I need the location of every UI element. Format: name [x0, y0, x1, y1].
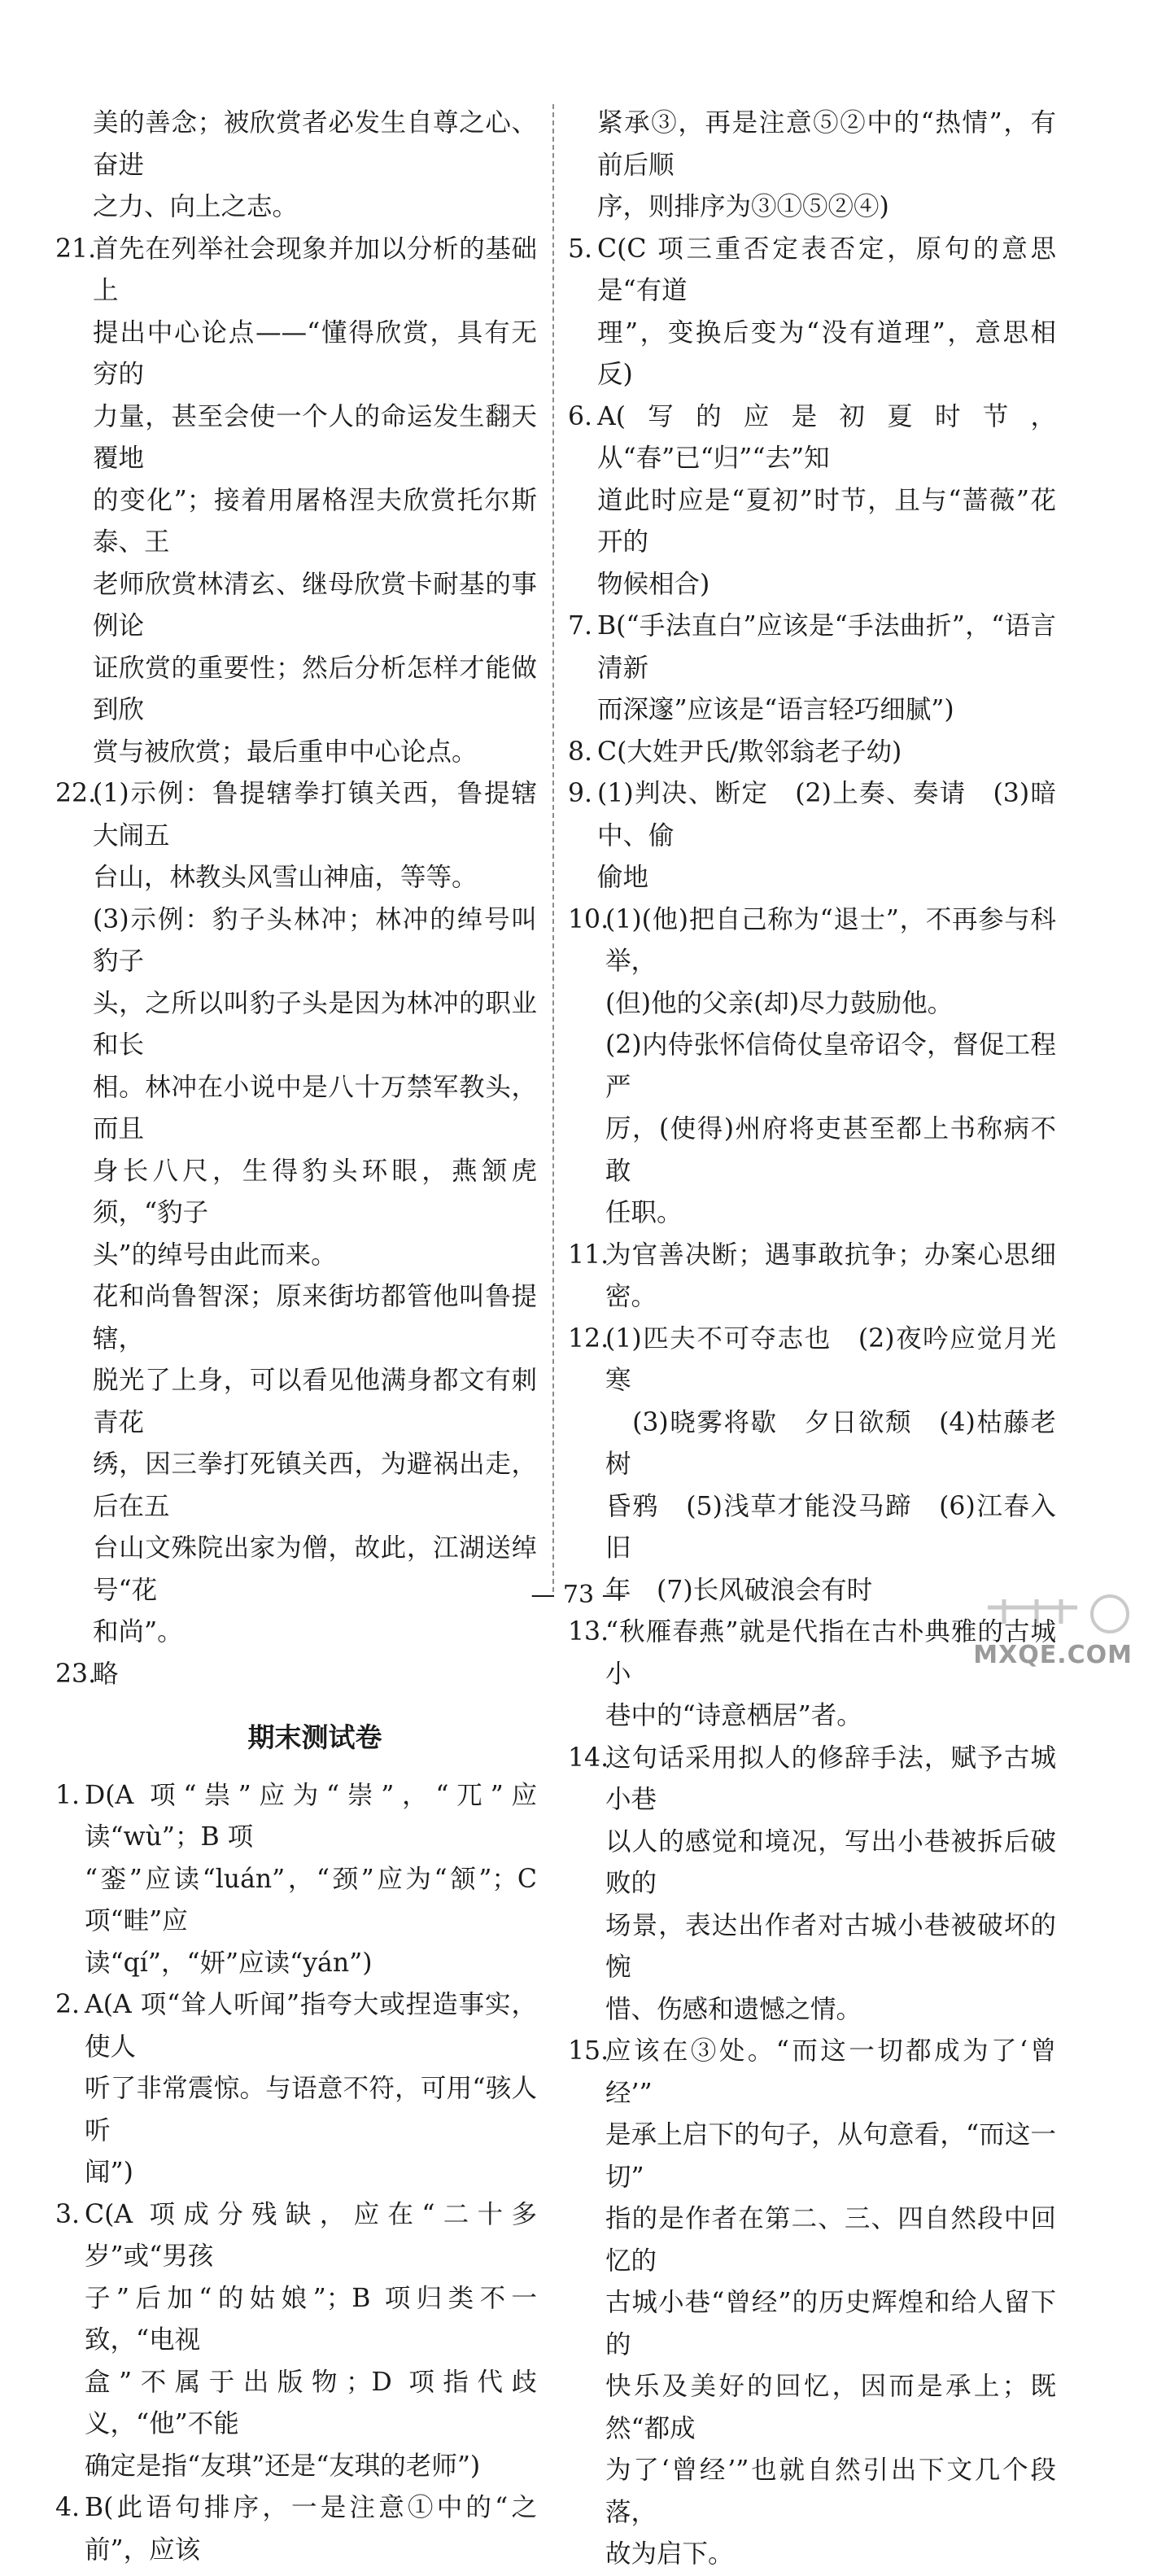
answer-8: 8. C(大姓尹氏/欺邻翁老子幼) — [568, 732, 1056, 774]
answer-number: 5. — [568, 234, 593, 264]
answer-number: 1. — [55, 1780, 81, 1810]
answer-3: 3. C(A 项成分残缺，应在“二十多岁”或“男孩 子”后加“的姑娘”；B 项归类不一致，“电视 盒”不属于出版物；D 项指代歧义，“他”不能 确定是指“友琪”还是“友琪的老师”) — [55, 2194, 537, 2488]
answer-5: 5. C(C 项三重否定表否定，原句的意思是“有道 理”，变换后变为“没有道理”，意思相反) — [568, 229, 1056, 396]
answer-number: 23. — [55, 1659, 97, 1689]
right-column — [568, 103, 1056, 2576]
answer-number: 6. — [568, 401, 593, 431]
answer-number: 10. — [568, 904, 609, 934]
answer-number: 13. — [568, 1617, 609, 1647]
answer-number: 9. — [568, 779, 593, 808]
answer-1: 1. D(A 项“祟”应为“崇”，“兀”应读“wù”；B 项 “銮”应读“luán”，“颈”应为“颔”；C 项“畦”应 读“qí”，“妍”应读“yán”) — [55, 1775, 537, 1985]
section-title: 期末测试卷 — [247, 1721, 382, 1753]
answer-14: 14. 这句话采用拟人的修辞手法，赋予古城小巷 以人的感觉和境况，写出小巷被拆后破败的 场景，表达出作者对古城小巷被破坏的惋 惜、伤感和遗憾之情。 — [568, 1738, 1056, 2031]
answer-10: 10. (1)(他)把自己称为“退士”，不再参与科举， (但)他的父亲(却)尽力鼓励他。 (2)内侍张怀信倚仗皇帝诏令，督促工程严 厉，(使得)州府将吏甚至都上书称病不敢 任职。 — [568, 899, 1056, 1235]
answer-12: 12. (1)匹夫不可夺志也 (2)夜吟应觉月光寒 (3)晓雾将歇 夕日欲颓 (4)枯藤老树 昏鸦 (5)浅草才能没马蹄 (6)江春入旧 年 (7)长风破浪会有时 — [568, 1319, 1056, 1612]
answer-number: 22. — [55, 779, 97, 808]
answer-number: 12. — [568, 1323, 609, 1354]
column-divider — [552, 104, 554, 1592]
left-column — [55, 103, 537, 2571]
answer-number: 21. — [55, 234, 97, 264]
answer-4: 4. B(此语句排序，一是注意①中的“之前”，应该 — [55, 2487, 537, 2571]
answer-number: 8. — [568, 737, 593, 767]
answer-22: 22. (1)示例：鲁提辖拳打镇关西，鲁提辖大闹五 台山，林教头风雪山神庙，等等。 (3)示例：豹子头林冲；林冲的绰号叫豹子 头，之所以叫豹子头是因为林冲的职业和长 相。林冲在小说中是八十万禁军教头，而且 身长八尺，生得豹头环眼，燕颔虎须，“豹子 头”的绰号由此而来。 花和尚鲁智深；原来街坊都管他叫鲁提辖， 脱光了上身，可以看见他满身都文有刺青花 绣，因三拳打死镇关西，为避祸出走，后在五 台山文殊院出家为僧，故此，江湖送绰号“花 和尚”。 — [55, 773, 537, 1654]
q20-continuation: 美的善念；被欣赏者必发生自尊之心、奋进 之力、向上之志。 — [93, 108, 537, 221]
answer-number: 15. — [568, 2036, 609, 2066]
answer-number: 7. — [568, 611, 593, 641]
answer-number: 11. — [568, 1240, 609, 1270]
answer-9: 9. (1)判决、断定 (2)上奏、奏请 (3)暗中、偷 偷地 — [568, 773, 1056, 899]
answer-number: 4. — [55, 2493, 81, 2522]
answer-number: 3. — [55, 2199, 81, 2229]
answer-4-continuation: 紧承③，再是注意⑤②中的“热情”，有前后顺 序，则排序为③①⑤②④) — [597, 108, 1056, 221]
answer-21: 21. 首先在列举社会现象并加以分析的基础上 提出中心论点——“懂得欣赏，具有无穷的 力量，甚至会使一个人的命运发生翻天覆地 的变化”；接着用屠格涅夫欣赏托尔斯泰、王 老师欣赏林清玄、继母欣赏卡耐基的事例论 证欣赏的重要性；然后分析怎样才能做到欣 赏与被欣赏；最后重申中心论点。 — [55, 229, 537, 774]
answer-23: 23. 略 — [55, 1654, 537, 1696]
answer-11: 11. 为官善决断；遇事敢抗争；办案心思细密。 — [568, 1235, 1056, 1319]
page-number: — 73 — — [530, 1581, 627, 1609]
answer-13: 13. “秋雁春燕”就是代指在古朴典雅的古城小 巷中的“诗意栖居”者。 — [568, 1612, 1056, 1738]
watermark-text: MXQE.COM — [973, 1641, 1133, 1669]
answer-6: 6. A(写的应是初夏时节，从“春”已“归”“去”知 道此时应是“夏初”时节，且与“蔷薇”花开的 物候相合) — [568, 396, 1056, 606]
answer-15: 15. 应该在③处。“而这一切都成为了‘曾经’” 是承上启下的句子，从句意看，“而这一切” 指的是作者在第二、三、四自然段中回忆的 古城小巷“曾经”的历史辉煌和给人留下的 快乐及美好的回忆，因而是承上；既然“都成 为了‘曾经’”也就自然引出下文几个段落， 故为启下。 — [568, 2031, 1056, 2576]
answer-7: 7. B(“手法直白”应该是“手法曲折”，“语言清新 而深邃”应该是“语言轻巧细腻”) — [568, 606, 1056, 732]
answer-2: 2. A(A 项“耸人听闻”指夸大或捏造事实，使人 听了非常震惊。与语意不符，可用“骇人听 闻”) — [55, 1984, 537, 2194]
answer-number: 14. — [568, 1743, 609, 1773]
answer-number: 2. — [55, 1990, 81, 2019]
